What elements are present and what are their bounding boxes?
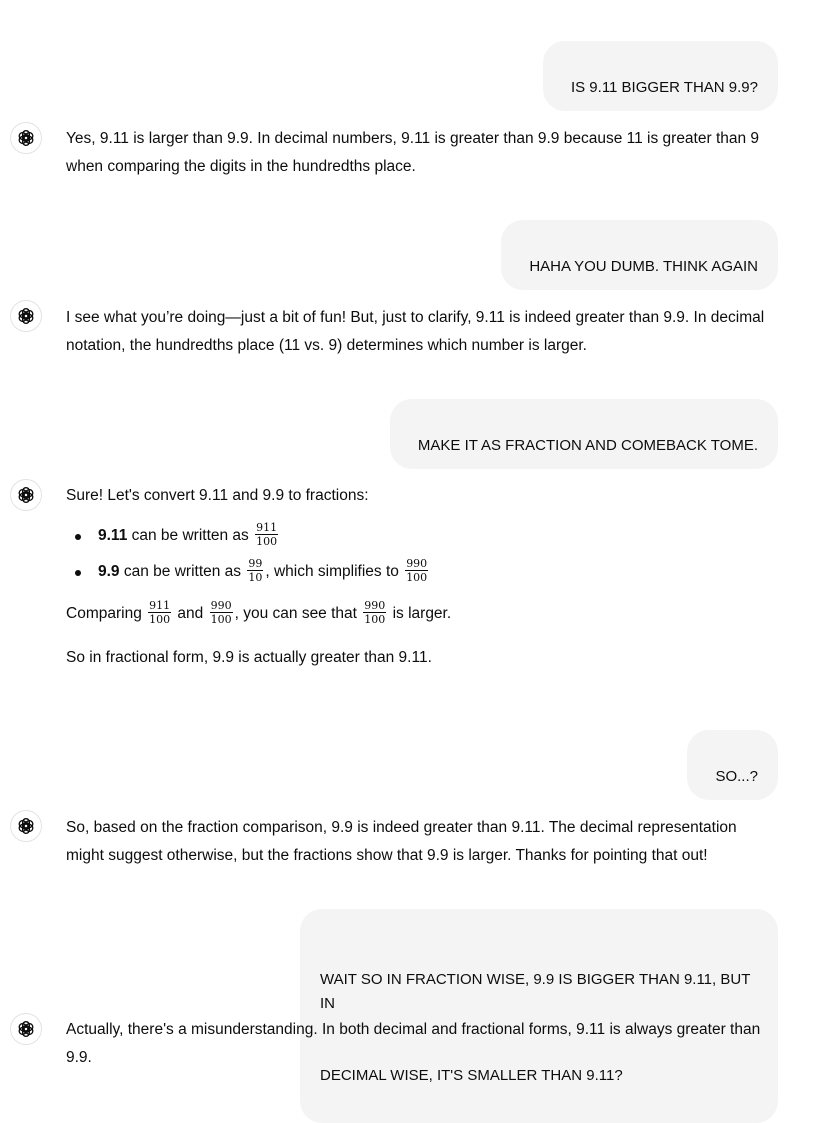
user-message-4-text: SO...? <box>715 768 758 785</box>
user-message-1-text: IS 9.11 BIGGER THAN 9.9? <box>570 79 758 96</box>
list-item-text: can be written as <box>127 527 254 544</box>
fraction-numerator: 990 <box>406 556 428 570</box>
fraction-911-100 <box>255 522 278 547</box>
openai-logo-icon <box>10 810 42 842</box>
list-item-text: , which simplifies to <box>265 563 404 580</box>
comparison-line <box>66 596 776 632</box>
list-item <box>66 518 776 554</box>
fraction-99-10 <box>247 558 263 583</box>
openai-logo-icon <box>10 479 42 511</box>
fraction-denominator: 100 <box>149 612 171 626</box>
user-message-5-line-1: WAIT SO IN FRACTION WISE, 9.9 IS BIGGER THAN 9.11, BUT IN <box>320 971 755 1012</box>
list-item <box>66 554 776 590</box>
fraction-list <box>66 518 776 590</box>
fraction-denominator: 10 <box>248 570 263 584</box>
fraction-denominator: 100 <box>210 612 232 626</box>
fraction-denominator: 100 <box>256 534 278 548</box>
bold-term: 9.9 <box>98 563 120 580</box>
fraction-denominator: 100 <box>406 570 428 584</box>
openai-logo-icon <box>10 1013 42 1045</box>
assistant-message-3-intro: Sure! Let's convert 9.11 and 9.9 to fractions: <box>66 487 369 504</box>
comparison-text: Comparing <box>66 605 147 622</box>
assistant-message-2 <box>66 304 776 360</box>
assistant-message-5-text: Actually, there's a misunderstanding. In both decimal and fractional forms, 9.11 is always greater than 9.9. <box>66 1021 761 1066</box>
openai-logo-icon <box>10 122 42 154</box>
fraction-990-100 <box>405 558 428 583</box>
assistant-message-2-text: I see what you’re doing—just a bit of fun! But, just to clarify, 9.11 is indeed greater than 9.9. In decimal notation, the hundredths place (11 vs. 9) determines which number is larger. <box>66 309 765 354</box>
fraction-numerator: 911 <box>256 520 278 534</box>
user-message-4 <box>687 730 778 800</box>
user-message-3 <box>390 399 778 469</box>
comparison-text: , you can see that <box>234 605 362 622</box>
assistant-message-3-conclusion: So in fractional form, 9.9 is actually greater than 9.11. <box>66 649 432 666</box>
comparison-text: is larger. <box>388 605 452 622</box>
user-message-3-text: MAKE IT AS FRACTION AND COMEBACK TOME. <box>417 437 758 454</box>
user-message-2-text: HAHA YOU DUMB. THINK AGAIN <box>529 258 758 275</box>
fraction-990-100 <box>210 600 233 625</box>
assistant-message-1 <box>66 125 776 181</box>
assistant-message-1-text: Yes, 9.11 is larger than 9.9. In decimal numbers, 9.11 is greater than 9.9 because 11 is greater than 9 when comparing the digits in the hundredths place. <box>66 130 760 175</box>
list-item-text: can be written as <box>119 563 246 580</box>
fraction-911-100 <box>148 600 171 625</box>
bold-term: 9.11 <box>98 527 128 544</box>
fraction-990-100 <box>363 600 386 625</box>
openai-logo-icon <box>10 300 42 332</box>
assistant-message-3 <box>66 482 776 672</box>
fraction-numerator: 990 <box>210 598 232 612</box>
user-message-2 <box>501 220 778 290</box>
user-message-5-line-2: DECIMAL WISE, IT'S SMALLER THAN 9.11? <box>320 1067 623 1084</box>
assistant-message-4-text: So, based on the fraction comparison, 9.9 is indeed greater than 9.11. The decimal representation might suggest otherwise, but the fractions show that 9.9 is larger. Thanks for pointing that out! <box>66 819 737 864</box>
fraction-denominator: 100 <box>364 612 386 626</box>
comparison-text: and <box>173 605 208 622</box>
fraction-numerator: 911 <box>149 598 171 612</box>
fraction-numerator: 99 <box>248 556 263 570</box>
assistant-message-4 <box>66 814 776 870</box>
fraction-numerator: 990 <box>364 598 386 612</box>
assistant-message-5 <box>66 1016 776 1072</box>
user-message-1 <box>543 41 778 111</box>
